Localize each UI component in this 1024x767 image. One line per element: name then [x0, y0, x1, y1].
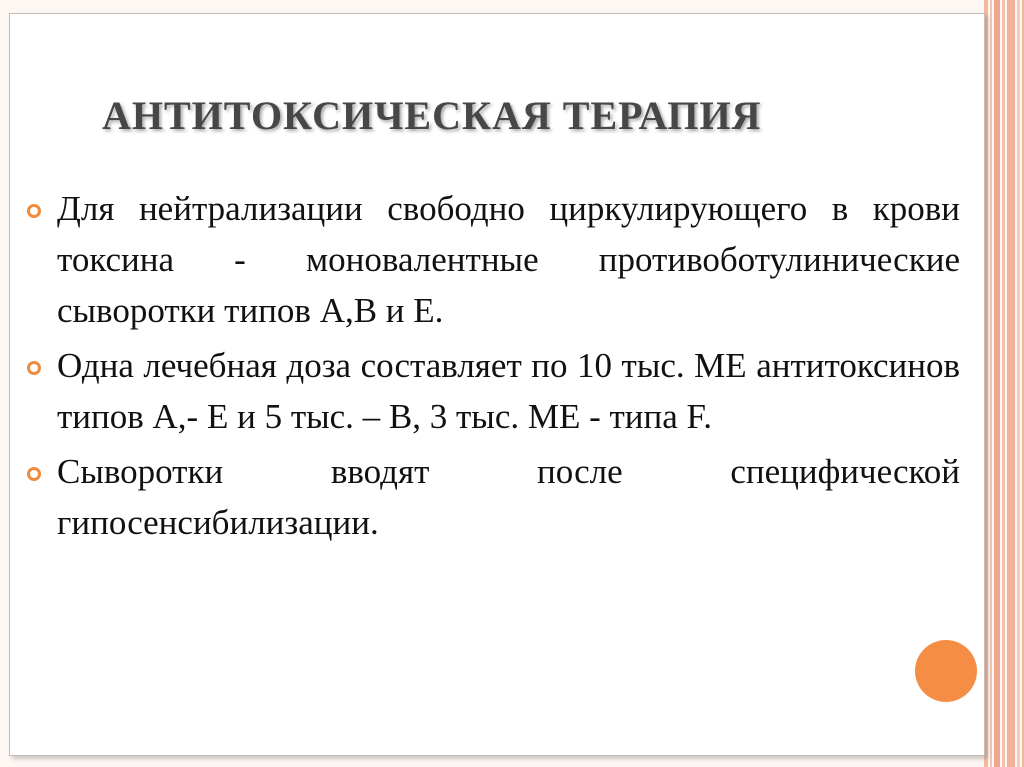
- slide-title: АНТИТОКСИЧЕСКАЯ ТЕРАПИЯ: [102, 93, 762, 138]
- bullet-text: Сыворотки вводят после специфической гипосенсибилизации.: [57, 452, 960, 542]
- bullet-circle-icon: [27, 361, 41, 375]
- bullet-circle-icon: [27, 204, 41, 218]
- bullet-list: [57, 183, 960, 552]
- list-item: [57, 446, 960, 548]
- decorative-circle-icon: [915, 640, 977, 702]
- list-item: [57, 183, 960, 336]
- bullet-circle-icon: [27, 467, 41, 481]
- list-item: [57, 340, 960, 442]
- decorative-stripes: [984, 0, 1024, 767]
- bullet-text: Одна лечебная доза составляет по 10 тыс. МЕ антитоксинов типов А,- Е и 5 тыс. – В, 3 тыс. МЕ - типа F.: [57, 346, 960, 436]
- bullet-text: Для нейтрализации свободно циркулирующего в крови токсина - моновалентные противоботулинические сыворотки типов А,В и Е.: [57, 189, 960, 330]
